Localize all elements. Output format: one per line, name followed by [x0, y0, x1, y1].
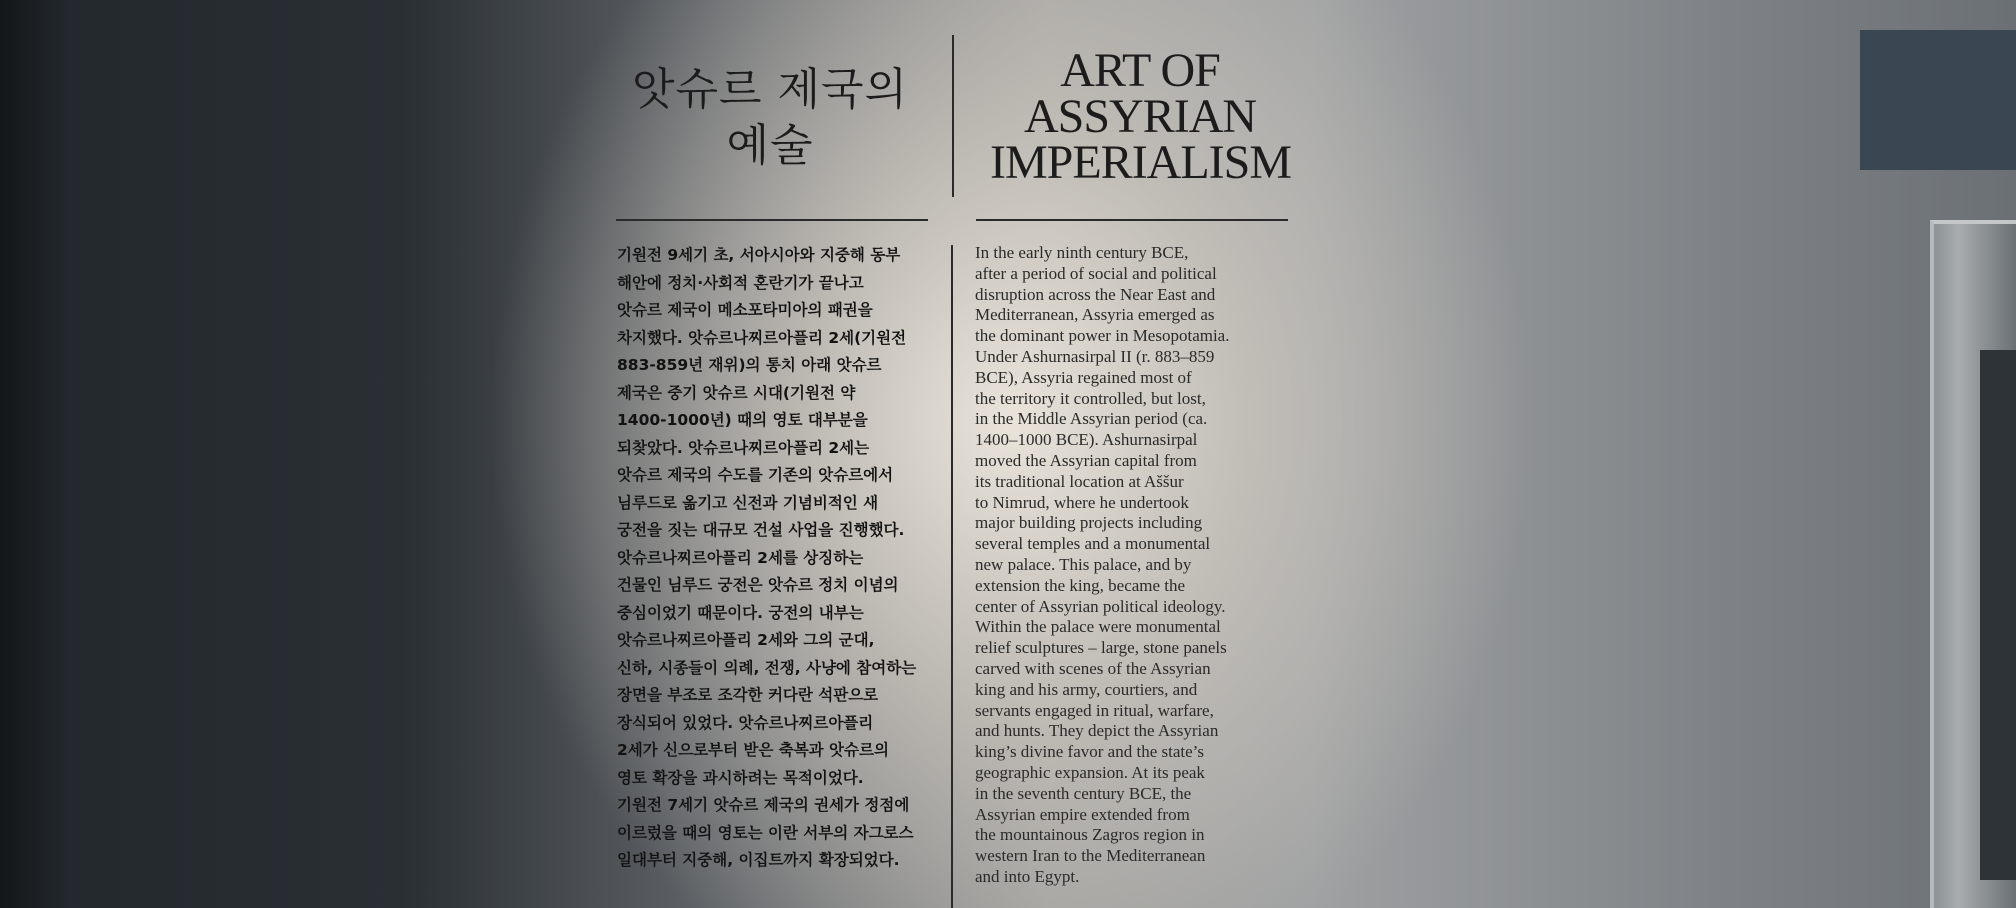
rule-left: [616, 219, 928, 221]
english-title: ART OF ASSYRIAN IMPERIALISM: [990, 44, 1292, 189]
korean-title: 앗슈르 제국의 예술: [631, 64, 908, 171]
rule-right: [976, 219, 1288, 221]
wall-shadow: [0, 0, 70, 908]
english-body-text: In the early ninth century BCE, after a period of social and political disruption across the Near East and Mediterranean, Assyria emerged as the dominant power in Mesopotamia. Under Ashurnasirpal II (r. 883–859 BCE), Assyria regained most of the territory it controlled, but lost, in the Middle Assyrian period (ca. 1400–1000 BCE). Ashurnasirpal moved the Assyrian capital from its traditional location at Aššur to Nimrud, where he undertook major building projects including several temples and a monumental new palace. This palace, and by extension the king, became the center of Assyrian political ideology. Within the palace were monumental relief sculptures – large, stone panels carved with scenes of the Assyrian king and his army, courtiers, and servants engaged in ritual, warfare, and hunts. They depict the Assyrian king’s divine favor and the state’s geographic expansion. At its peak in the seventh century BCE, the Assyrian empire extended from the mountainous Zagros region in western Iran to the Mediterranean and into Egypt.: [975, 243, 1230, 886]
korean-body-text: 기원전 9세기 초, 서아시아와 지중해 동부 해안에 정치·사회적 혼란기가 끝나고 앗슈르 제국이 메소포타미아의 패권을 차지했다. 앗슈르나찌르아플리 2세(기원전 883-859년 재위)의 통치 아래 앗슈르 제국은 중기 앗슈르 시대(기원전 약 1400-1000년) 때의 영토 대부분을 되찾았다. 앗슈르나찌르아플리 2세는 앗슈르 제국의 수도를 기존의 앗슈르에서 님루드로 옮기고 신전과 기념비적인 새 궁전을 짓는 대규모 건설 사업을 진행했다. 앗슈르나찌르아플리 2세를 상징하는 건물인 님루드 궁전은 앗슈르 정치 이념의 중심이었기 때문이다. 궁전의 내부는 앗슈르나찌르아플리 2세와 그의 군대, 신하, 시종들이 의례, 전쟁, 사냥에 참여하는 장면을 부조로 조각한 커다란 석판으로 장식되어 있었다. 앗슈르나찌르아플리 2세가 신으로부터 받은 축복과 앗슈르의 영토 확장을 과시하려는 목적이었다. 기원전 7세기 앗슈르 제국의 권세가 정점에 이르렀을 때의 영토는 이란 서부의 자그로스 일대부터 지중해, 이집트까지 확장되었다.: [617, 246, 917, 869]
column-divider: [951, 245, 953, 908]
title-divider: [952, 35, 954, 197]
display-case-interior: [1980, 350, 2016, 880]
wall-panel: [1860, 30, 2016, 170]
